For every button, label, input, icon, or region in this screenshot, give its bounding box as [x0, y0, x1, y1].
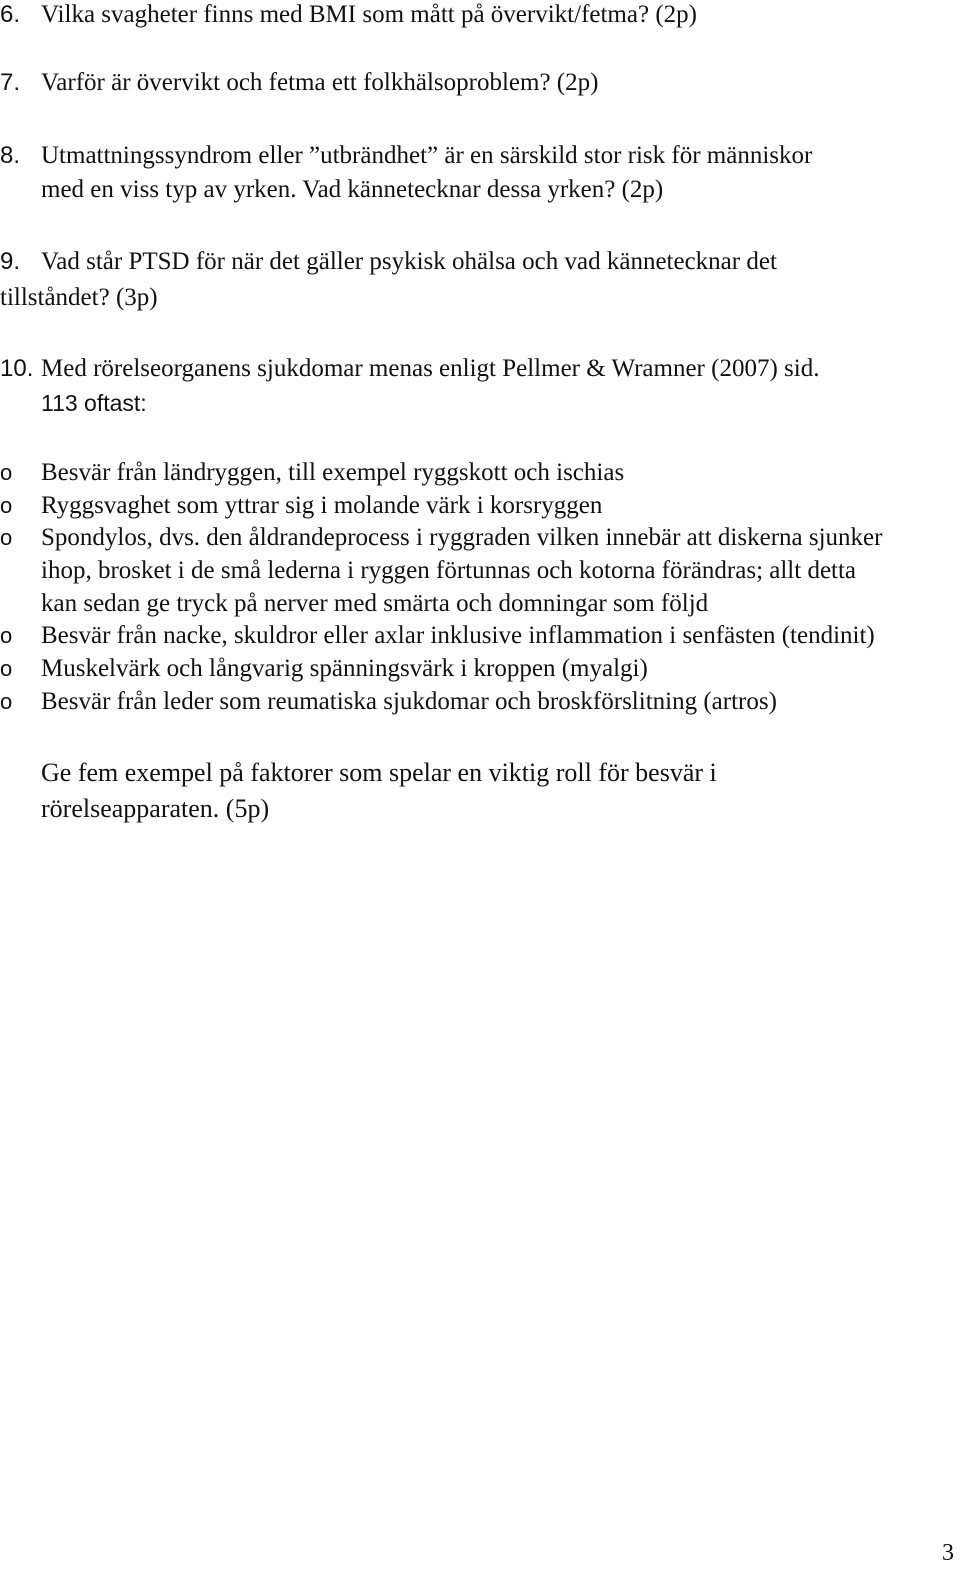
question-number: 8. — [0, 142, 21, 169]
question-number: 9. — [0, 248, 21, 275]
bullet-marker: o — [0, 493, 13, 518]
bullet-text-line: Besvär från leder som reumatiska sjukdomar och broskförslitning (artros) — [41, 688, 777, 715]
question-text-line: tillståndet? (3p) — [0, 284, 158, 311]
bullet-marker: o — [0, 623, 13, 648]
page-number: 3 — [942, 1540, 954, 1566]
task-text-line: Ge fem exempel på faktorer som spelar en viktig roll för besvär i — [41, 758, 717, 787]
bullet-text-line: kan sedan ge tryck på nerver med smärta och domningar som följd — [41, 590, 709, 617]
question-number: 7. — [0, 69, 21, 96]
bullet-marker: o — [0, 525, 13, 550]
question-text-line: med en viss typ av yrken. Vad kännetecknar dessa yrken? (2p) — [41, 176, 664, 203]
question-text-line: 113 oftast: — [41, 390, 147, 416]
question-number: 10. — [0, 355, 34, 382]
bullet-text-line: Besvär från ländryggen, till exempel ryggskott och ischias — [41, 459, 625, 486]
bullet-marker: o — [0, 460, 13, 485]
bullet-text-line: Muskelvärk och långvarig spänningsvärk i kroppen (myalgi) — [41, 655, 648, 682]
bullet-marker: o — [0, 689, 13, 714]
question-text-line: Vad står PTSD för när det gäller psykisk ohälsa och vad kännetecknar det — [41, 248, 777, 275]
question-text-line: Utmattningssyndrom eller ”utbrändhet” är en särskild stor risk för människor — [41, 142, 813, 169]
question-text-line: Vilka svagheter finns med BMI som mått på övervikt/fetma? (2p) — [41, 1, 697, 28]
question-text-line: Med rörelseorganens sjukdomar menas enligt Pellmer & Wramner (2007) sid. — [41, 355, 820, 382]
bullet-text-line: Besvär från nacke, skuldror eller axlar inklusive inflammation i senfästen (tendinit) — [41, 622, 875, 649]
question-number: 6. — [0, 1, 21, 28]
bullet-marker: o — [0, 656, 13, 681]
bullet-text-line: Ryggsvaghet som yttrar sig i molande värk i korsryggen — [41, 492, 603, 519]
bullet-text-line: ihop, brosket i de små lederna i ryggen förtunnas och kotorna förändras; allt detta — [41, 557, 857, 584]
bullet-text-line: Spondylos, dvs. den åldrandeprocess i ryggraden vilken innebär att diskerna sjunker — [41, 524, 883, 551]
question-text-line: Varför är övervikt och fetma ett folkhälsoproblem? (2p) — [41, 69, 599, 96]
task-text-line: rörelseapparaten. (5p) — [41, 794, 270, 823]
